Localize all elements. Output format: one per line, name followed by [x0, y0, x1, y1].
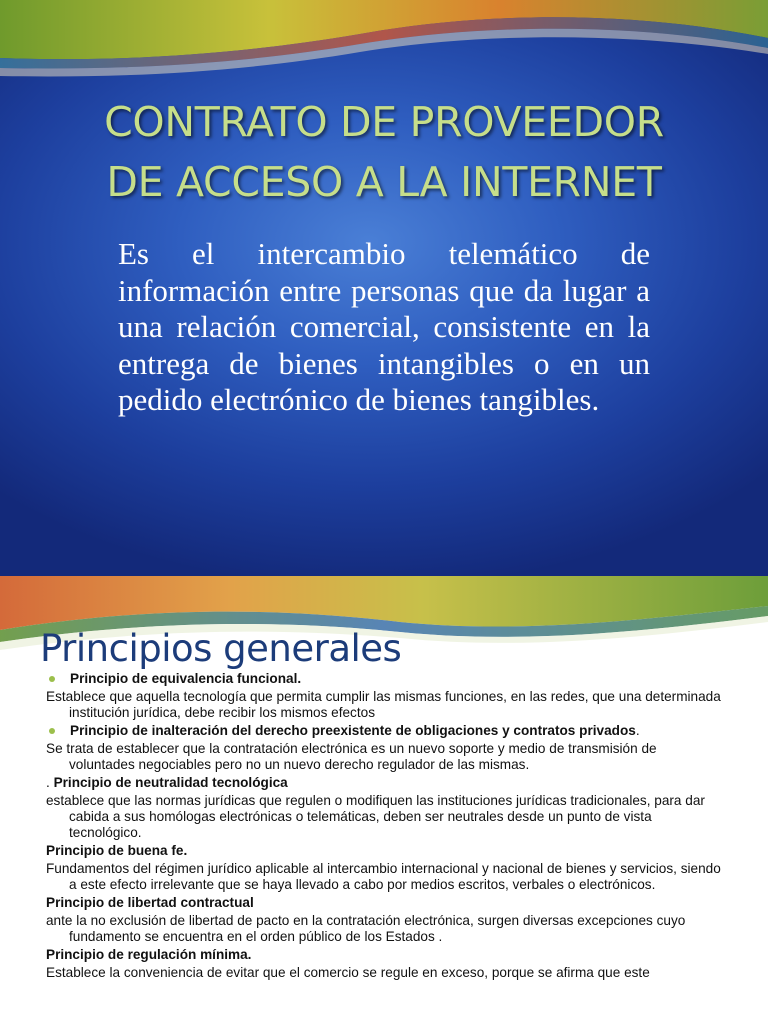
- list-item: [46, 843, 726, 893]
- principle-title: Principio de regulación mínima.: [46, 947, 252, 962]
- principle-heading: [46, 723, 726, 739]
- principle-title-suffix: .: [635, 723, 640, 738]
- principle-title: Principio de buena fe.: [46, 843, 188, 858]
- principle-title: Principio de inalteración del derecho preexistente de obligaciones y contratos privados: [70, 723, 636, 738]
- principle-description: establece que las normas jurídicas que regulen o modifiquen las instituciones jurídicas tradicionales, para dar cabida a sus homólogas electrónicas o telemáticas, deben ser neutrales desde un punto de vista tecnológico.: [46, 793, 705, 840]
- slide-2: [0, 576, 768, 1024]
- principle-heading: [46, 895, 726, 911]
- principle-title: Principio de equivalencia funcional.: [70, 671, 302, 686]
- list-item: [46, 895, 726, 945]
- principle-description: ante la no exclusión de libertad de pacto en la contratación electrónica, surgen diversas excepciones cuyo fundamento se encuentra en el orden público de los Estados .: [46, 913, 686, 944]
- principle-heading: [46, 843, 726, 859]
- list-item: [46, 723, 726, 773]
- list-item: [46, 671, 726, 721]
- principles-list: [46, 671, 726, 983]
- principle-description: Se trata de establecer que la contratación electrónica es un nuevo soporte y medio de transmisión de voluntades negociables pero no un nuevo derecho regulador de las mismas.: [46, 741, 657, 772]
- bullet-icon: [49, 728, 55, 734]
- principle-title: Principio de libertad contractual: [46, 895, 254, 910]
- principle-description: Establece que aquella tecnología que permita cumplir las mismas funciones, en las redes, que una determinada institución jurídica, debe recibir los mismos efectos: [46, 689, 721, 720]
- principle-heading: [46, 775, 726, 791]
- decorative-wave-top: [0, 0, 768, 95]
- principle-heading: [46, 947, 726, 963]
- principle-heading: [46, 671, 726, 687]
- principle-title: Principio de neutralidad tecnológica: [53, 775, 288, 790]
- principle-title-prefix: .: [46, 775, 54, 790]
- list-item: [46, 947, 726, 981]
- bullet-icon: [49, 676, 55, 682]
- slide-title-line-1: CONTRATO DE PROVEEDOR: [104, 98, 664, 146]
- principle-description: Fundamentos del régimen jurídico aplicable al intercambio internacional y nacional de bienes y servicios, siendo a este efecto irrelevante que se haya llevado a cabo por medios escritos, verbales o electrónicos.: [46, 861, 721, 892]
- principle-description: Establece la conveniencia de evitar que el comercio se regule en exceso, porque se afirma que este: [46, 965, 650, 980]
- definition-text: Es el intercambio telemático de información entre personas que da lugar a una relación comercial, consistente en la entrega de bienes intangibles o en un pedido electrónico de bienes tangibles.: [118, 236, 650, 417]
- slide-title-line-2: DE ACCESO A LA INTERNET: [106, 158, 662, 206]
- list-item: [46, 775, 726, 841]
- slide-title: [0, 92, 768, 212]
- section-title: Principios generales: [40, 627, 402, 670]
